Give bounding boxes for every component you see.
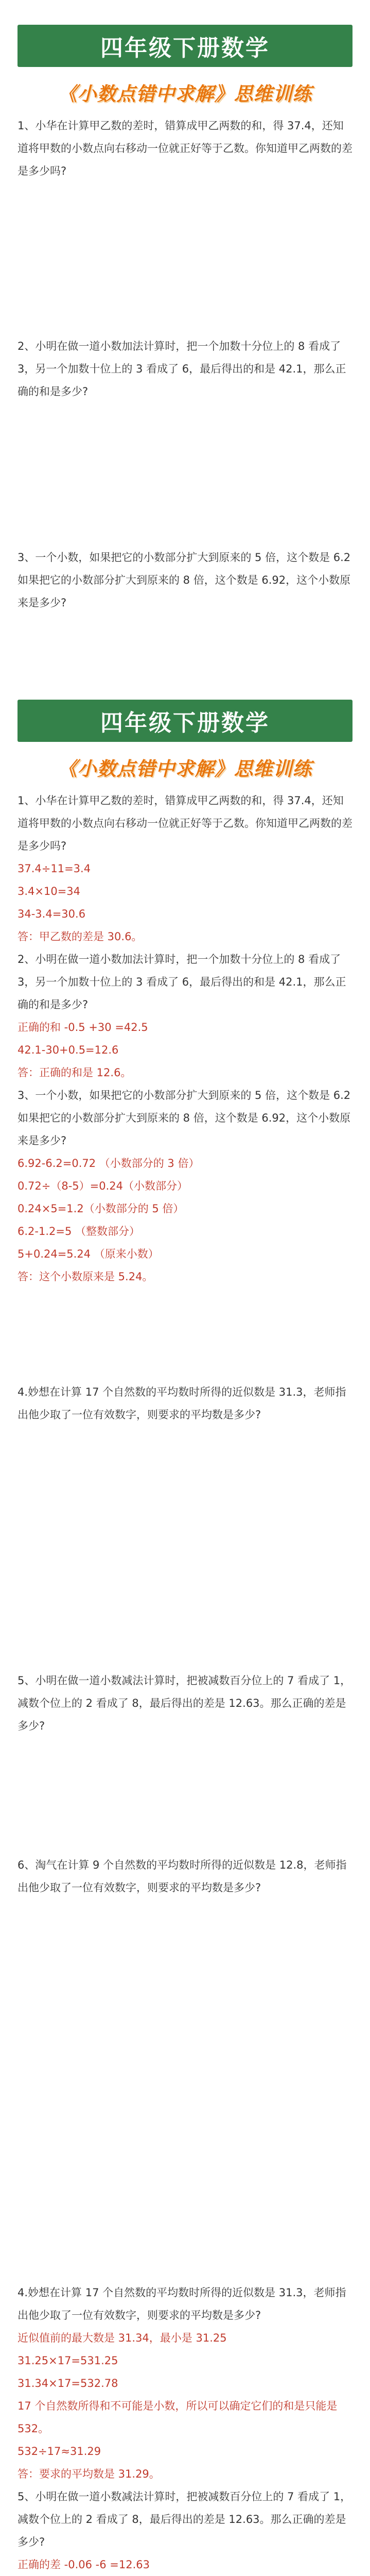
answer-line: 532÷17≈31.29 <box>17 2445 101 2458</box>
page-subtitle: 《小数点错中求解》思维训练 <box>58 83 312 105</box>
question-1: 1、小华在计算甲乙数的差时，错算成甲乙两数的和，得 37.4，还知道将甲数的小数点向右移动一位就正好等于乙数。你知道甲乙两数的差是多少吗? <box>17 794 353 852</box>
question-3: 3、一个小数，如果把它的小数部分扩大到原来的 5 倍，这个数是 6.2 如果把它的小数部分扩大到原来的 8 倍，这个数是 6.92，这个小数原来是多少? <box>17 1089 351 1147</box>
answer-line: 正确的和 -0.5 +30 =42.5 <box>17 1021 148 1033</box>
answer-line: 17 个自然数所得和不可能是小数，所以可以确定它们的和是只能是 532。 <box>17 2400 338 2435</box>
answer-line: 3.4×10=34 <box>17 885 81 897</box>
question-1: 1、小华在计算甲乙数的差时，错算成甲乙两数的和，得 37.4，还知道将甲数的小数点向右移动一位就正好等于乙数。你知道甲乙两数的差是多少吗? <box>17 120 353 177</box>
title-banner <box>17 700 353 742</box>
question-4: 4.妙想在计算 17 个自然数的平均数时所得的近似数是 31.3，老师指出他少取了一位有效数字，则要求的平均数是多少? <box>17 1386 346 1421</box>
answer-line: 答：甲乙数的差是 30.6。 <box>17 930 143 943</box>
question-5: 5、小明在做一道小数减法计算时，把被减数百分位上的 7 看成了 1，减数个位上的 2 看成了 8，最后得出的差是 12.63。那么正确的差是多少? <box>17 2490 351 2548</box>
question-3: 3、一个小数，如果把它的小数部分扩大到原来的 5 倍，这个数是 6.2 如果把它的小数部分扩大到原来的 8 倍，这个数是 6.92，这个小数原来是多少? <box>17 551 351 609</box>
answer-line: 34-3.4=30.6 <box>17 908 86 920</box>
answer-line: 答：这个小数原来是 5.24。 <box>17 1270 153 1283</box>
question-2: 2、小明在做一道小数加法计算时，把一个加数十分位上的 8 看成了 3，另一个加数十位上的 3 看成了 6，最后得出的和是 42.1，那么正确的和是多少? <box>17 953 346 1011</box>
answer-line: 37.4÷11=3.4 <box>17 862 91 875</box>
answer-line: 答：要求的平均数是 31.29。 <box>17 2468 160 2480</box>
answer-line: 正确的差 -0.06 -6 =12.63 <box>17 2558 150 2571</box>
page-subtitle: 《小数点错中求解》思维训练 <box>58 758 312 780</box>
answer-line: 5+0.24=5.24 （原来小数） <box>17 1248 159 1260</box>
answer-line: 31.25×17=531.25 <box>17 2354 118 2367</box>
question-5: 5、小明在做一道小数减法计算时，把被减数百分位上的 7 看成了 1，减数个位上的 2 看成了 8，最后得出的差是 12.63。那么正确的差是多少? <box>17 1674 351 1732</box>
answer-line: 近似值前的最大数是 31.34，最小是 31.25 <box>17 2332 227 2344</box>
question-2: 2、小明在做一道小数加法计算时，把一个加数十分位上的 8 看成了 3，另一个加数十位上的 3 看成了 6，最后得出的和是 42.1，那么正确的和是多少? <box>17 340 346 398</box>
page-title: 四年级下册数学 <box>100 710 270 736</box>
answer-line: 31.34×17=532.78 <box>17 2377 118 2389</box>
answer-line: 42.1-30+0.5=12.6 <box>17 1044 119 1056</box>
question-6: 6、淘气在计算 9 个自然数的平均数时所得的近似数是 12.8，老师指出他少取了一位有效数字，则要求的平均数是多少? <box>17 1859 347 1894</box>
title-banner <box>17 25 353 67</box>
answer-line: 答：正确的和是 12.6。 <box>17 1066 132 1079</box>
page-title: 四年级下册数学 <box>100 35 270 61</box>
answer-line: 6.92-6.2=0.72 （小数部分的 3 倍） <box>17 1157 200 1170</box>
answer-line: 0.72÷（8-5）=0.24（小数部分） <box>17 1180 188 1192</box>
answer-line: 0.24×5=1.2（小数部分的 5 倍） <box>17 1202 184 1215</box>
answer-line: 6.2-1.2=5 （整数部分） <box>17 1225 140 1238</box>
question-4: 4.妙想在计算 17 个自然数的平均数时所得的近似数是 31.3，老师指出他少取了一位有效数字，则要求的平均数是多少? <box>17 2286 346 2321</box>
